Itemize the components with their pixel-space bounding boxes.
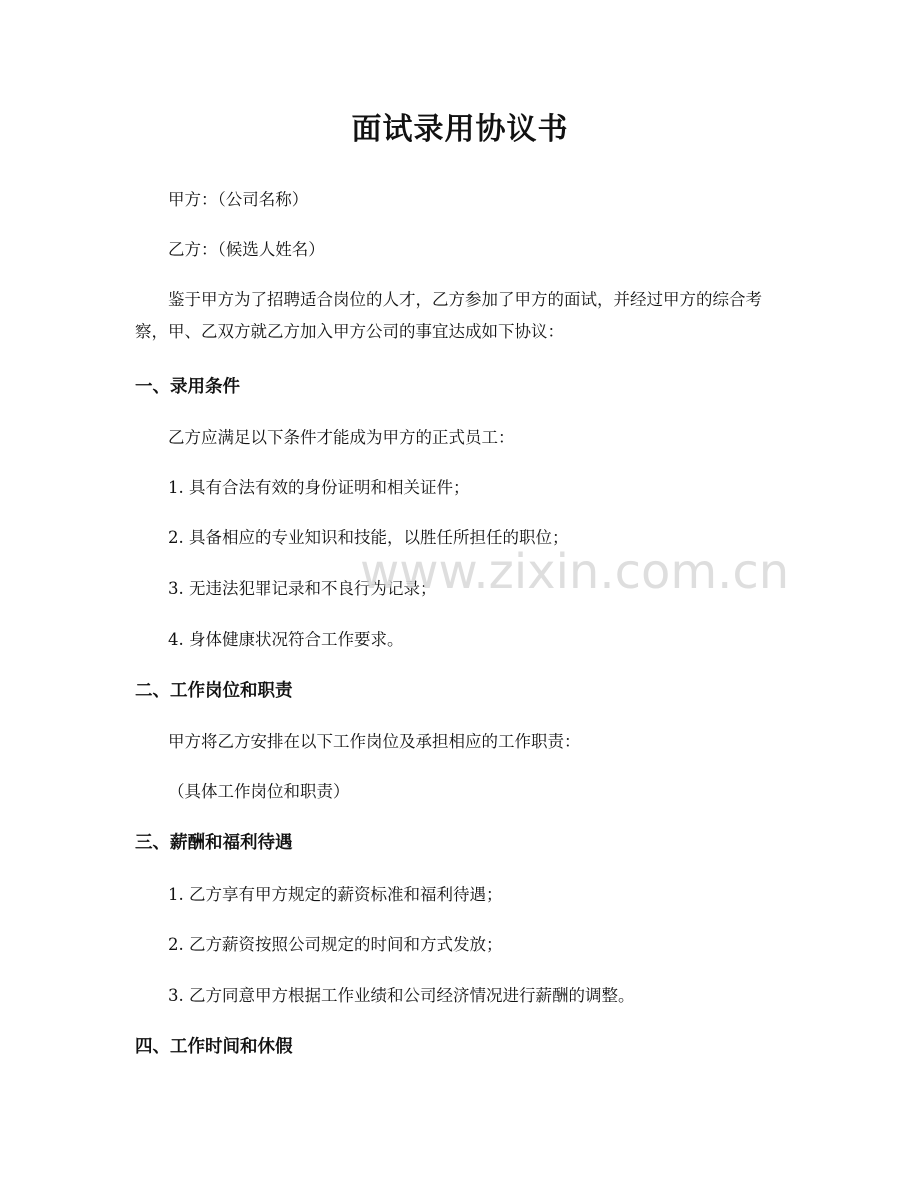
list-item: 1. 乙方享有甲方规定的薪资标准和福利待遇； bbox=[168, 885, 503, 904]
section-lead: 乙方应满足以下条件才能成为甲方的正式员工： bbox=[168, 428, 515, 447]
section-heading-hiring-conditions: 一、录用条件 bbox=[135, 377, 240, 397]
list-item: 3. 乙方同意甲方根据工作业绩和公司经济情况进行薪酬的调整。 bbox=[168, 986, 635, 1005]
list-item: 2. 乙方薪资按照公司规定的时间和方式发放； bbox=[168, 935, 503, 954]
list-item: （具体工作岗位和职责） bbox=[168, 782, 350, 801]
list-item: 4. 身体健康状况符合工作要求。 bbox=[168, 630, 404, 649]
section-lead: 甲方将乙方安排在以下工作岗位及承担相应的工作职责： bbox=[168, 732, 581, 751]
document-title: 面试录用协议书 bbox=[351, 112, 569, 147]
section-heading-position-duties: 二、工作岗位和职责 bbox=[135, 681, 293, 701]
list-item: 1. 具有合法有效的身份证明和相关证件； bbox=[168, 478, 470, 497]
list-item: 2. 具备相应的专业知识和技能，以胜任所担任的职位； bbox=[168, 528, 569, 547]
party-a-line: 甲方：（公司名称） bbox=[168, 190, 309, 209]
party-b-line: 乙方：（候选人姓名） bbox=[168, 240, 325, 259]
watermark-text: www.zixin.com.cn bbox=[360, 544, 790, 600]
section-heading-salary-benefits: 三、薪酬和福利待遇 bbox=[135, 833, 293, 853]
intro-paragraph: 鉴于甲方为了招聘适合岗位的人才，乙方参加了甲方的面试，并经过甲方的综合考察，甲、乙双方就乙方加入甲方公司的事宜达成如下协议： bbox=[135, 290, 762, 341]
list-item: 3. 无违法犯罪记录和不良行为记录； bbox=[168, 579, 437, 598]
section-heading-work-hours-leave: 四、工作时间和休假 bbox=[135, 1037, 293, 1057]
